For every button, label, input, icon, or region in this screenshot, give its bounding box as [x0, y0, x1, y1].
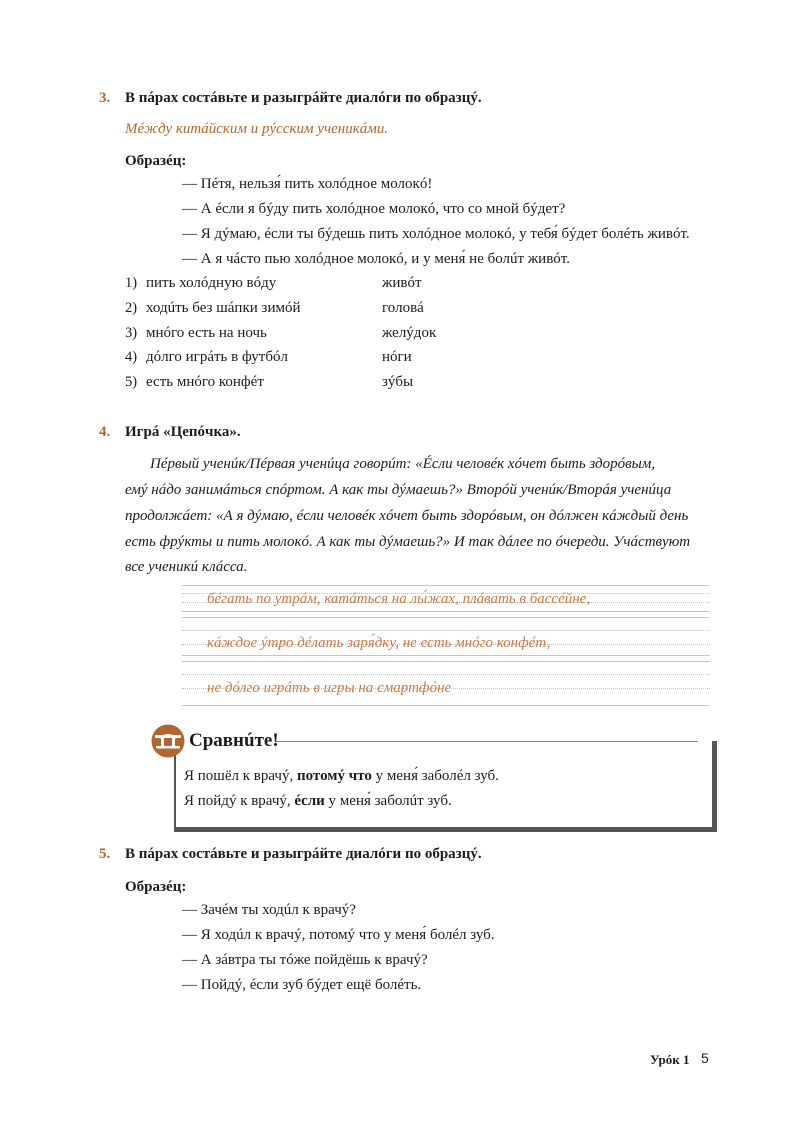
dialogue-line: — Зачéм ты ходúл к врачý? — [182, 902, 356, 918]
table-row-part: желýдок — [382, 325, 437, 341]
exercise-4-number: 4. — [99, 424, 111, 440]
exercise-3-subtitle: Мéжду китáйским и рýсским ученикáми. — [125, 121, 389, 137]
table-row-action: мнóго есть на ночь — [146, 325, 267, 341]
exercise-3-number: 3. — [99, 90, 111, 106]
page-number: 5 — [701, 1050, 709, 1066]
exercise-3-sample-label: Образéц: — [125, 153, 187, 169]
compare-box — [174, 741, 717, 832]
ruled-line-text: не дóлго игрáть в игры на смартфóне — [207, 680, 452, 696]
exercise-4-title: Игрá «Цепóчка». — [125, 424, 241, 440]
dialogue-line: — А я чáсто пью холóдное молокó, и у меня́ не болúт живóт. — [182, 251, 570, 267]
exercise-4-paragraph-line: Пéрвый ученúк/Пéрвая ученúца говорúт: «Éсли человéк хóчет быть здорóвым, — [150, 456, 656, 472]
table-row-number: 2) — [125, 300, 138, 316]
exercise-3-title: В пáрах состáвьте и разыгрáйте диалóги по образцý. — [125, 90, 482, 106]
compare-line-1: Я пошёл к врачý, потомý что у меня́ заболéл зуб. — [184, 768, 499, 784]
table-row-part: головá — [382, 300, 424, 316]
dialogue-line: — Пойдý, éсли зуб бýдет ещё болéть. — [182, 977, 422, 993]
dialogue-line: — Я ходúл к врачý, потомý что у меня́ болéл зуб. — [182, 927, 495, 943]
table-row-action: ходúть без шáпки зимóй — [146, 300, 301, 316]
table-row-number: 4) — [125, 349, 138, 365]
dialogue-line: — А зáвтра ты тóже пойдёшь к врачý? — [182, 952, 428, 968]
table-row-part: нóги — [382, 349, 412, 365]
exercise-4-paragraph-line: есть фрýкты и пить молокó. А как ты дýмаешь?» И так дáлее по óчереди. Учáствуют — [125, 534, 691, 550]
footer-lesson: Урóк 1 — [650, 1052, 690, 1067]
table-row-number: 3) — [125, 325, 138, 341]
dialogue-line: — Пéтя, нельзя́ пить холóдное молокó! — [182, 176, 433, 192]
compare-title: Сравнúте! — [189, 730, 279, 751]
ruled-writing-area — [182, 585, 710, 709]
exercise-4-paragraph-line: все ученикú клáсса. — [125, 559, 248, 575]
compare-title-rule — [276, 741, 698, 742]
table-row-action: дóлго игрáть в футбóл — [146, 349, 288, 365]
table-row-number: 1) — [125, 275, 138, 291]
table-row-part: живóт — [382, 275, 422, 291]
ruled-line-text: бéгать по утрáм, катáться на лы́жах, плáвать в бассéйне, — [207, 591, 591, 607]
ruled-line-text: кáждое ýтро дéлать заря́дку, не есть мнóго конфéт, — [207, 635, 551, 651]
table-row-number: 5) — [125, 374, 138, 390]
bridge-icon — [151, 724, 185, 758]
exercise-4-paragraph-line: емý нáдо занимáться спóртом. А как ты дýмаешь?» Вторóй ученúк/Вторáя ученúца — [125, 482, 672, 498]
dialogue-line: — Я дýмаю, éсли ты бýдешь пить холóдное молокó, у тебя́ бýдет болéть живóт. — [182, 226, 690, 242]
table-row-action: есть мнóго конфéт — [146, 374, 264, 390]
dialogue-line: — А éсли я бýду пить холóдное молокó, что со мной бýдет? — [182, 201, 566, 217]
compare-line-2: Я пойдý к врачý, éсли у меня́ заболúт зуб. — [184, 793, 452, 809]
exercise-5-number: 5. — [99, 846, 111, 862]
table-row-part: зýбы — [382, 374, 414, 390]
exercise-4-paragraph-line: продолжáет: «А я дýмаю, éсли человéк хóчет быть здорóвым, он дóлжен кáждый день — [125, 508, 689, 524]
exercise-5-sample-label: Образéц: — [125, 879, 187, 895]
table-row-action: пить холóдную вóду — [146, 275, 277, 291]
exercise-5-title: В пáрах состáвьте и разыгрáйте диалóги по образцý. — [125, 846, 482, 862]
